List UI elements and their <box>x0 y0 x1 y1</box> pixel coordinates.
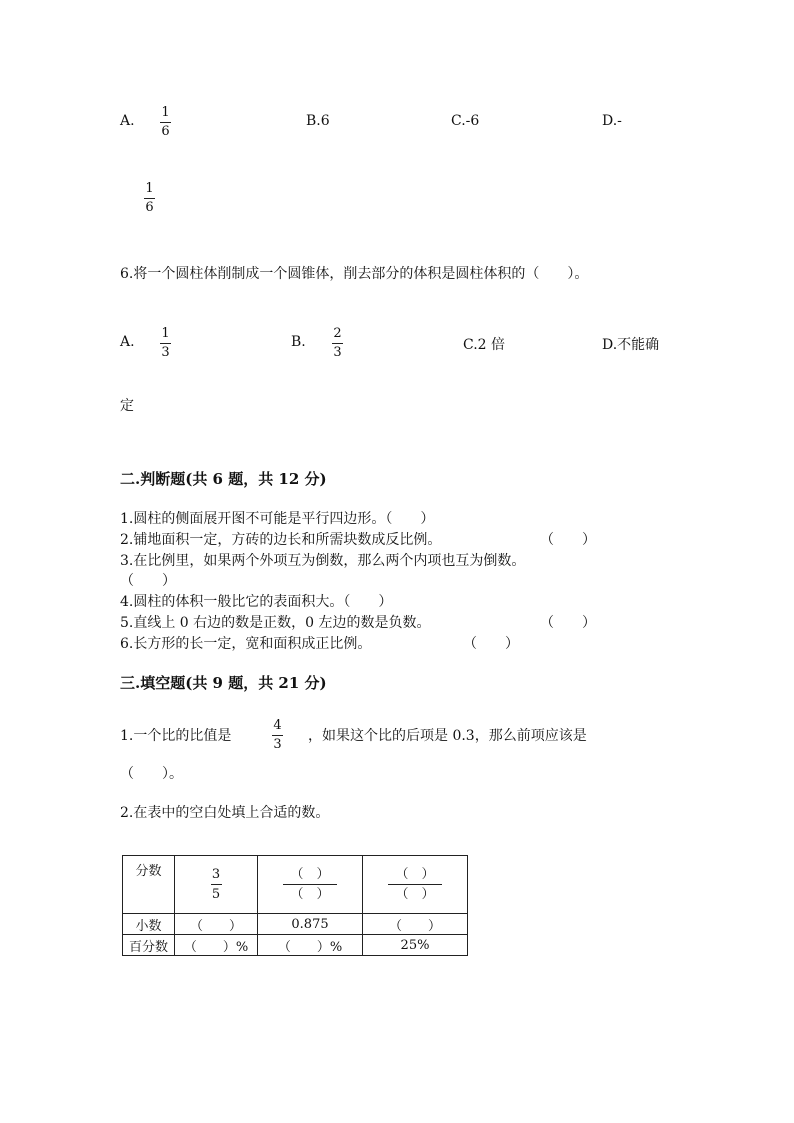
fraction-blank <box>283 866 337 903</box>
cell-decimal-blank-1: （ ） <box>175 914 258 935</box>
section-3-heading: 三.填空题(共 9 题，共 21 分) <box>120 674 327 692</box>
denominator-blank: （ ） <box>395 887 435 902</box>
judge-item-6-answer-blank: （ ） <box>463 636 519 652</box>
fraction-bar <box>160 343 171 344</box>
fraction-bar <box>332 343 343 344</box>
fraction-bar <box>144 198 155 199</box>
q6-option-a-denominator: 3 <box>161 345 170 360</box>
row-label-decimal: 小数 <box>123 914 175 935</box>
table-row-percent <box>123 935 468 956</box>
judge-item-5-answer-blank: （ ） <box>540 615 596 631</box>
cell-fraction-blank-2 <box>363 856 468 914</box>
q6-option-b-denominator: 3 <box>333 345 342 360</box>
fraction-three-fifths <box>211 866 222 903</box>
q6-option-d: D.不能确 <box>602 337 660 353</box>
q5-option-d-denominator: 6 <box>145 200 154 215</box>
cell-decimal-blank-2: （ ） <box>363 914 468 935</box>
judge-item-3: 3.在比例里，如果两个外项互为倒数，那么两个内项也互为倒数。 <box>120 553 526 569</box>
q5-option-d-fraction <box>144 181 155 216</box>
q5-option-a-numerator: 1 <box>161 105 170 120</box>
fill-item-1-text-continued: ，如果这个比的后项是 0.3，那么前项应该是 <box>308 728 587 744</box>
q6-option-b-fraction <box>332 326 343 361</box>
judge-item-2-answer-blank: （ ） <box>540 532 596 548</box>
q6-option-c: C.2 倍 <box>463 337 506 353</box>
fraction-bar <box>211 884 222 885</box>
fraction-blank <box>388 866 442 903</box>
conversion-table <box>122 855 468 956</box>
fill-item-1-numerator: 4 <box>273 718 282 733</box>
table-row-fraction <box>123 856 468 914</box>
q5-option-a-denominator: 6 <box>161 124 170 139</box>
q6-option-d-continued: 定 <box>120 398 134 414</box>
table-row-decimal <box>123 914 468 935</box>
fill-item-1-fraction <box>272 718 283 753</box>
q5-option-c: C.-6 <box>451 113 480 129</box>
cell-percent-blank-1: （ ）% <box>175 935 258 956</box>
judge-item-2: 2.铺地面积一定，方砖的边长和所需块数成反比例。 <box>120 532 442 548</box>
fill-item-2-text: 2.在表中的空白处填上合适的数。 <box>120 805 330 821</box>
q6-stem: 6.将一个圆柱体削制成一个圆锥体，削去部分的体积是圆柱体积的（ ）。 <box>120 266 589 282</box>
cell-percent-given: 25% <box>363 935 468 956</box>
cell-fraction-given <box>175 856 258 914</box>
q5-option-a-fraction <box>160 105 171 140</box>
row-label-percent: 百分数 <box>123 935 175 956</box>
fill-item-1-denominator: 3 <box>273 737 282 752</box>
numerator-blank: （ ） <box>395 867 435 882</box>
q5-option-d-label: D.- <box>602 113 622 129</box>
q6-option-b-label: B. <box>291 334 306 350</box>
row-label-fraction: 分数 <box>123 856 175 914</box>
judge-item-1: 1.圆柱的侧面展开图不可能是平行四边形。（ ） <box>120 511 435 527</box>
fraction-bar <box>160 122 171 123</box>
fraction-denominator: 5 <box>211 887 221 902</box>
section-2-heading: 二.判断题(共 6 题，共 12 分) <box>120 470 327 488</box>
cell-fraction-blank-1 <box>258 856 363 914</box>
q6-option-b-numerator: 2 <box>333 326 342 341</box>
fill-item-1-text: 1.一个比的比值是 <box>120 728 232 744</box>
q6-option-a-fraction <box>160 326 171 361</box>
cell-decimal-given: 0.875 <box>258 914 363 935</box>
q5-option-b: B.6 <box>306 113 330 129</box>
fraction-bar <box>283 884 337 885</box>
q5-option-a-label: A. <box>120 113 135 129</box>
cell-percent-blank-2: （ ）% <box>258 935 363 956</box>
fraction-numerator: 3 <box>211 867 221 882</box>
judge-item-3-answer-blank: （ ） <box>120 573 176 589</box>
fraction-bar <box>388 884 442 885</box>
fraction-bar <box>272 735 283 736</box>
judge-item-5: 5.直线上 0 右边的数是正数，0 左边的数是负数。 <box>120 615 431 631</box>
numerator-blank: （ ） <box>290 867 330 882</box>
fill-item-1-answer-blank: （ ）。 <box>120 766 183 782</box>
q6-option-a-numerator: 1 <box>161 326 170 341</box>
denominator-blank: （ ） <box>290 887 330 902</box>
q6-option-a-label: A. <box>120 334 135 350</box>
judge-item-6: 6.长方形的长一定，宽和面积成正比例。 <box>120 636 372 652</box>
q5-option-d-numerator: 1 <box>145 181 154 196</box>
judge-item-4: 4.圆柱的体积一般比它的表面积大。（ ） <box>120 594 393 610</box>
